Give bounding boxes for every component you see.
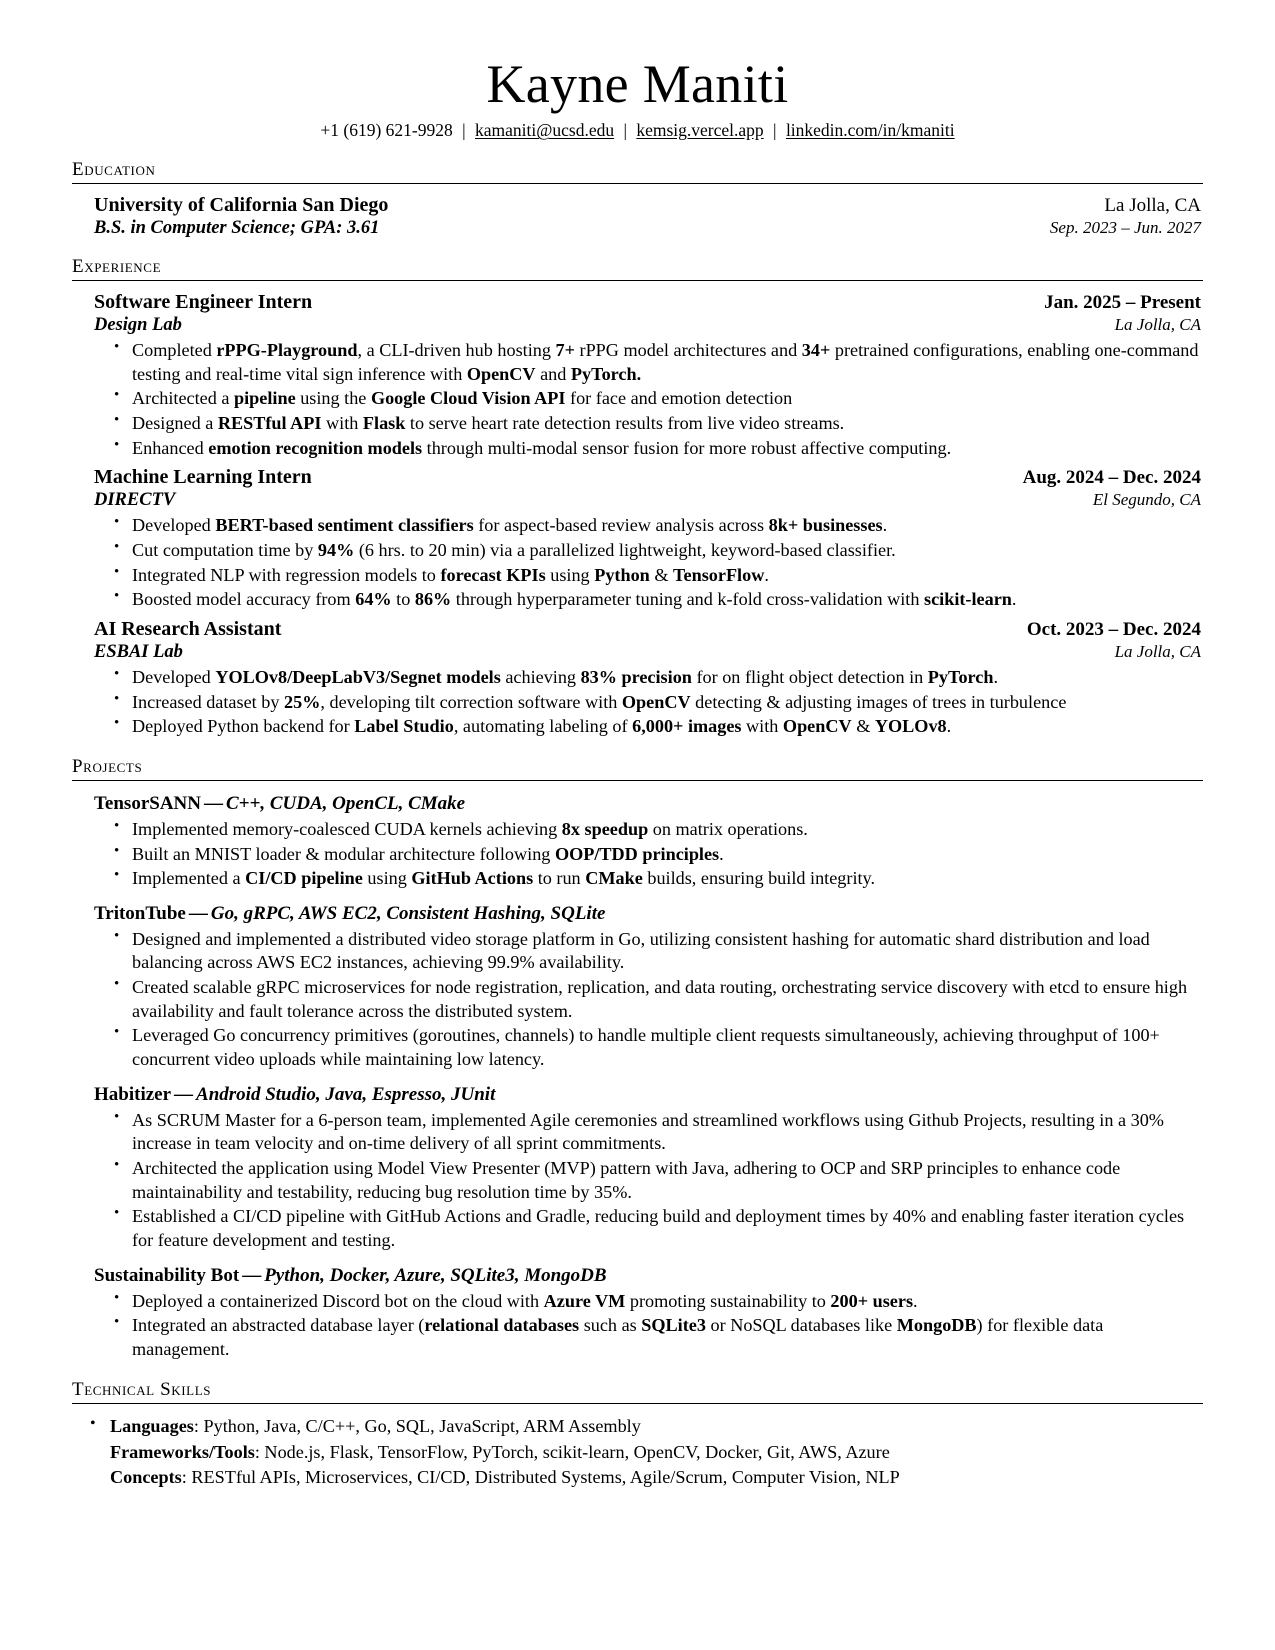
bullet-item: • Integrated NLP with regression models to forecast KPIs using Python & TensorFlow. [114, 564, 1203, 588]
bullet-item: • Deployed Python backend for Label Studio, automating labeling of 6,000+ images with OpenCV & YOLOv8. [114, 715, 1203, 739]
bullet-item: • Designed and implemented a distributed video storage platform in Go, utilizing consistent hashing for automatic shard distribution and load balancing across AWS EC2 instances, achieving 99.9% availability. [114, 928, 1203, 975]
bullet-item: • Architected the application using Model View Presenter (MVP) pattern with Java, adhering to OCP and SRP principles to enhance code maintainability and testability, reducing bug resolution time by 35%. [114, 1157, 1203, 1204]
bullet-item: • Increased dataset by 25%, developing tilt correction software with OpenCV detecting & adjusting images of trees in turbulence [114, 691, 1203, 715]
school-name: University of California San Diego [94, 193, 389, 216]
project-name: TritonTube [94, 902, 186, 924]
job-dates: Jan. 2025 – Present [1044, 291, 1201, 313]
email-link[interactable]: kamaniti@ucsd.edu [475, 120, 615, 141]
project-entry [72, 1265, 1203, 1362]
project-dash: — [204, 792, 223, 814]
skill-line [110, 1465, 1203, 1491]
project-header [94, 793, 1203, 815]
experience-entry [72, 466, 1203, 612]
experience-bullets [72, 666, 1203, 739]
bullet-item: • Created scalable gRPC microservices for node registration, replication, and data routing, orchestrating service discovery with etcd to ensure high availability and fault tolerance across the distributed system. [114, 976, 1203, 1023]
project-name: TensorSANN [94, 792, 201, 814]
contact-separator: | [623, 120, 627, 141]
project-bullets [72, 1290, 1203, 1362]
project-stack: Go, gRPC, AWS EC2, Consistent Hashing, SQLite [210, 902, 606, 924]
project-bullets [72, 928, 1203, 1072]
project-stack: C++, CUDA, OpenCL, CMake [226, 792, 466, 814]
skill-values: : RESTful APIs, Microservices, CI/CD, Distributed Systems, Agile/Scrum, Computer Vision, NLP [181, 1467, 900, 1488]
experience-list [72, 291, 1203, 739]
bullet-item: • Deployed a containerized Discord bot on the cloud with Azure VM promoting sustainability to 200+ users. [114, 1290, 1203, 1314]
projects-list [72, 793, 1203, 1362]
contact-separator: | [773, 120, 777, 141]
skill-line [110, 1440, 1203, 1466]
job-location: La Jolla, CA [1114, 641, 1201, 661]
education-dates: Sep. 2023 – Jun. 2027 [1049, 217, 1201, 237]
project-bullets [72, 818, 1203, 891]
education-list [72, 194, 1203, 239]
bullet-item: • Developed YOLOv8/DeepLabV3/Segnet models achieving 83% precision for on flight object detection in PyTorch. [114, 666, 1203, 690]
section-heading-education: Education [72, 158, 156, 180]
skill-values: : Python, Java, C/C++, Go, SQL, JavaScript, ARM Assembly [193, 1415, 641, 1436]
job-location: El Segundo, CA [1092, 490, 1201, 510]
project-stack: Android Studio, Java, Espresso, JUnit [196, 1083, 496, 1105]
experience-entry-header [94, 291, 1201, 336]
website-link[interactable]: kemsig.vercel.app [636, 120, 764, 141]
project-bullets [72, 1109, 1203, 1253]
skill-category: Frameworks/Tools [110, 1441, 255, 1462]
job-title: Machine Learning Intern [94, 466, 312, 489]
bullet-item: • Enhanced emotion recognition models through multi-modal sensor fusion for more robust affective computing. [114, 437, 1203, 461]
bullet-item: • Cut computation time by 94% (6 hrs. to 20 min) via a parallelized lightweight, keyword-based classifier. [114, 539, 1203, 563]
bullet-item: • Implemented a CI/CD pipeline using GitHub Actions to run CMake builds, ensuring build integrity. [114, 867, 1203, 891]
project-header [94, 1084, 1203, 1106]
project-dash: — [242, 1264, 262, 1286]
section-heading-experience: Experience [72, 255, 162, 277]
contact-separator: | [462, 120, 466, 141]
job-dates: Aug. 2024 – Dec. 2024 [1022, 467, 1201, 489]
bullet-item: • As SCRUM Master for a 6-person team, implemented Agile ceremonies and streamlined workflows using Github Projects, resulting in a 30% increase in team velocity and on-time delivery of all sprint commitments. [114, 1109, 1203, 1156]
bullet-item: • Implemented memory-coalesced CUDA kernels achieving 8x speedup on matrix operations. [114, 818, 1203, 842]
project-dash: — [174, 1083, 194, 1105]
experience-bullets [72, 339, 1203, 460]
bullet-item: • Integrated an abstracted database layer (relational databases such as SQLite3 or NoSQL databases like MongoDB) for flexible data management. [114, 1314, 1203, 1361]
section-heading-projects: Projects [72, 755, 143, 777]
bullet-item: • Leveraged Go concurrency primitives (goroutines, channels) to handle multiple client requests simultaneously, achieving throughput of 100+ concurrent video uploads while maintaining low latency. [114, 1024, 1203, 1071]
project-stack: Python, Docker, Azure, SQLite3, MongoDB [264, 1264, 607, 1286]
job-title: AI Research Assistant [94, 617, 282, 640]
project-header [94, 1265, 1203, 1287]
section-rule [72, 280, 1203, 281]
project-entry [72, 903, 1203, 1072]
skills-item [90, 1414, 1203, 1492]
job-organization: Design Lab [94, 314, 182, 335]
section-heading-skills: Technical Skills [72, 1378, 212, 1400]
skills-list [72, 1414, 1203, 1492]
job-dates: Oct. 2023 – Dec. 2024 [1026, 618, 1201, 640]
job-organization: ESBAI Lab [94, 641, 183, 662]
experience-entry [72, 618, 1203, 739]
degree-text: B.S. in Computer Science; GPA: 3.61 [94, 217, 380, 238]
contact-line [72, 119, 1203, 142]
resume-header [72, 56, 1203, 142]
bullet-item: • Designed a RESTful API with Flask to serve heart rate detection results from live video streams. [114, 412, 1203, 436]
section-rule [72, 183, 1203, 184]
bullet-item: • Completed rPPG-Playground, a CLI-driven hub hosting 7+ rPPG model architectures and 34+ pretrained configurations, enabling one-command testing and real-time vital sign inference with OpenCV and PyTorch. [114, 339, 1203, 386]
school-location: La Jolla, CA [1104, 194, 1201, 216]
skill-category: Concepts [110, 1467, 182, 1488]
linkedin-link[interactable]: linkedin.com/in/kmaniti [785, 120, 955, 141]
project-dash: — [188, 902, 208, 924]
bullet-item: • Boosted model accuracy from 64% to 86% through hyperparameter tuning and k-fold cross-validation with scikit-learn. [114, 588, 1203, 612]
project-header [94, 903, 1203, 925]
phone-text: +1 (619) 621-9928 [320, 120, 453, 141]
bullet-item: • Built an MNIST loader & modular architecture following OOP/TDD principles. [114, 843, 1203, 867]
experience-bullets [72, 514, 1203, 612]
project-name: Sustainability Bot [94, 1264, 240, 1286]
project-entry [72, 793, 1203, 891]
project-entry [72, 1084, 1203, 1253]
skill-category: Languages [110, 1415, 194, 1436]
bullet-item: • Established a CI/CD pipeline with GitHub Actions and Gradle, reducing build and deployment times by 40% and enabling faster iteration cycles for feature development and testing. [114, 1205, 1203, 1252]
section-rule [72, 1403, 1203, 1404]
education-entry [94, 194, 1201, 239]
page-title: Kayne Maniti [486, 54, 789, 114]
skill-values: : Node.js, Flask, TensorFlow, PyTorch, scikit-learn, OpenCV, Docker, Git, AWS, Azure [254, 1441, 890, 1462]
job-organization: DIRECTV [94, 490, 176, 511]
bullet-item: • Architected a pipeline using the Google Cloud Vision API for face and emotion detection [114, 387, 1203, 411]
section-rule [72, 780, 1203, 781]
bullet-item: • Developed BERT-based sentiment classifiers for aspect-based review analysis across 8k+ businesses. [114, 514, 1203, 538]
experience-entry-header [94, 466, 1201, 511]
job-location: La Jolla, CA [1114, 314, 1201, 334]
project-name: Habitizer [94, 1083, 172, 1105]
experience-entry [72, 291, 1203, 460]
experience-entry-header [94, 618, 1201, 663]
job-title: Software Engineer Intern [94, 290, 313, 313]
skill-line [110, 1414, 1203, 1440]
